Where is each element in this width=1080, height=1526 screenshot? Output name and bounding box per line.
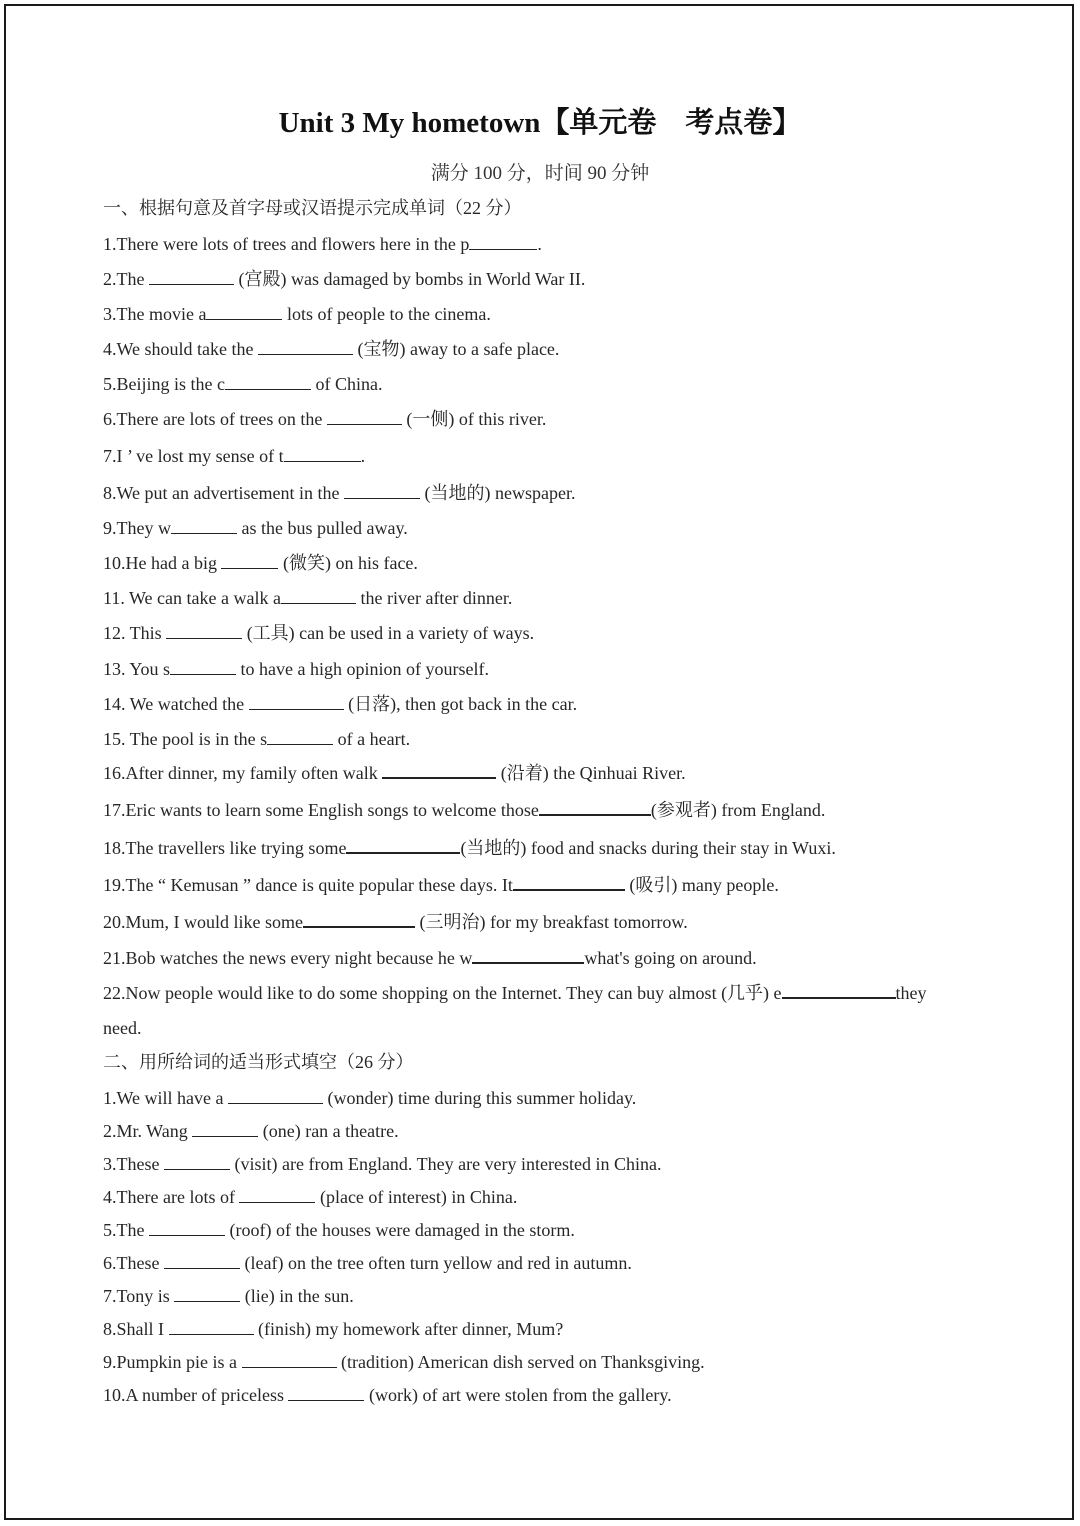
question-line <box>103 1119 399 1143</box>
question-text: 10.A number of priceless <box>103 1385 289 1405</box>
question-text: (visit) are from England. They are very interested in China. <box>229 1154 662 1174</box>
question-text: 7.I ’ ve lost my sense of t <box>103 446 284 466</box>
answer-blank[interactable] <box>281 587 356 604</box>
question-line <box>103 232 542 256</box>
answer-blank[interactable] <box>258 338 353 355</box>
question-text: 7.Tony is <box>103 1286 175 1306</box>
question-line <box>103 657 489 681</box>
question-line <box>103 1086 636 1110</box>
answer-blank[interactable] <box>221 552 278 569</box>
answer-blank[interactable] <box>782 981 896 999</box>
question-text: . <box>360 446 366 466</box>
question-text: (finish) my homework after dinner, Mum? <box>253 1319 564 1339</box>
question-line <box>103 586 512 610</box>
answer-blank[interactable] <box>166 622 242 639</box>
question-line-continued <box>103 1016 141 1040</box>
question-line <box>103 1152 662 1176</box>
answer-blank[interactable] <box>169 1318 254 1335</box>
question-text: (微笑) on his face. <box>278 553 418 573</box>
question-text: (吸引) many people. <box>624 875 779 895</box>
answer-blank[interactable] <box>346 836 460 854</box>
answer-blank[interactable] <box>249 693 344 710</box>
answer-blank[interactable] <box>149 1219 225 1236</box>
answer-blank[interactable] <box>469 233 537 250</box>
question-text: 2.Mr. Wang <box>103 1121 193 1141</box>
question-text: (work) of art were stolen from the gallery. <box>364 1385 672 1405</box>
question-line <box>103 1317 563 1341</box>
question-text: they <box>895 983 927 1003</box>
question-text: (wonder) time during this summer holiday. <box>323 1088 637 1108</box>
answer-blank[interactable] <box>303 910 415 928</box>
question-text: (日落), then got back in the car. <box>343 694 578 714</box>
question-text: 20.Mum, I would like some <box>103 912 303 932</box>
question-line <box>103 407 546 431</box>
question-text: 3.These <box>103 1154 164 1174</box>
question-text: 18.The travellers like trying some <box>103 838 347 858</box>
question-text: (当地的) newspaper. <box>419 483 576 503</box>
answer-blank[interactable] <box>288 1384 364 1401</box>
question-line <box>103 1383 672 1407</box>
question-text: (place of interest) in China. <box>315 1187 518 1207</box>
question-line <box>103 372 382 396</box>
question-text: (宫殿) was damaged by bombs in World War II. <box>233 269 586 289</box>
question-text: (当地的) food and snacks during their stay in Wuxi. <box>460 838 836 858</box>
question-text: 8.We put an advertisement in the <box>103 483 344 503</box>
answer-blank[interactable] <box>171 517 237 534</box>
answer-blank[interactable] <box>267 728 333 745</box>
answer-blank[interactable] <box>284 445 361 462</box>
answer-blank[interactable] <box>472 946 584 964</box>
answer-blank[interactable] <box>192 1120 258 1137</box>
question-text: (leaf) on the tree often turn yellow and red in autumn. <box>239 1253 632 1273</box>
question-text: to have a high opinion of yourself. <box>236 659 489 679</box>
answer-blank[interactable] <box>382 761 496 779</box>
section2-heading: 二、用所给词的适当形式填空（26 分） <box>103 1052 414 1072</box>
question-line <box>103 1350 705 1374</box>
question-line <box>103 946 757 970</box>
question-text: (一侧) of this river. <box>401 409 547 429</box>
question-text: lots of people to the cinema. <box>282 304 491 324</box>
question-line <box>103 798 825 822</box>
question-text: (参观者) from England. <box>650 800 826 820</box>
answer-blank[interactable] <box>174 1285 240 1302</box>
question-line <box>103 692 577 716</box>
question-line <box>103 836 836 860</box>
answer-blank[interactable] <box>170 658 236 675</box>
question-line <box>103 302 491 326</box>
answer-blank[interactable] <box>225 373 311 390</box>
question-text: 5.Beijing is the c <box>103 374 225 394</box>
question-text: 8.Shall I <box>103 1319 169 1339</box>
question-line <box>103 267 585 291</box>
question-line <box>103 1251 632 1275</box>
question-text: (lie) in the sun. <box>240 1286 354 1306</box>
question-text: 16.After dinner, my family often walk <box>103 763 383 783</box>
question-text: 9.Pumpkin pie is a <box>103 1352 242 1372</box>
answer-blank[interactable] <box>513 873 625 891</box>
question-text: 6.There are lots of trees on the <box>103 409 327 429</box>
question-text: . <box>537 234 542 254</box>
question-text: 17.Eric wants to learn some English songs to welcome those <box>103 800 539 820</box>
question-text: 1.There were lots of trees and flowers here in the p <box>103 234 470 254</box>
answer-blank[interactable] <box>206 303 282 320</box>
question-text: 5.The <box>103 1220 149 1240</box>
question-line <box>103 1185 517 1209</box>
question-text: 4.We should take the <box>103 339 259 359</box>
question-line <box>103 551 418 575</box>
question-text: 14. We watched the <box>103 694 249 714</box>
question-text: (宝物) away to a safe place. <box>353 339 560 359</box>
question-line <box>103 516 408 540</box>
question-text: the river after dinner. <box>355 588 513 608</box>
question-line <box>103 910 688 934</box>
question-text: (roof) of the houses were damaged in the storm. <box>224 1220 575 1240</box>
question-text: 21.Bob watches the news every night because he w <box>103 948 473 968</box>
answer-blank[interactable] <box>539 798 651 816</box>
question-text: 19.The “ Kemusan ” dance is quite popular these days. It <box>103 875 513 895</box>
question-text: what's going on around. <box>584 948 757 968</box>
section1-heading: 一、根据句意及首字母或汉语提示完成单词（22 分） <box>103 198 522 218</box>
question-line <box>103 444 365 468</box>
question-text: 6.These <box>103 1253 164 1273</box>
page-title: Unit 3 My hometown【单元卷 考点卷】 <box>278 107 802 139</box>
answer-blank[interactable] <box>242 1351 337 1368</box>
question-line <box>103 1218 575 1242</box>
question-text: as the bus pulled away. <box>236 518 408 538</box>
question-line <box>103 981 927 1005</box>
answer-blank[interactable] <box>239 1186 315 1203</box>
question-text: of a heart. <box>333 729 411 749</box>
question-text: 9.They w <box>103 518 171 538</box>
question-line <box>103 761 686 785</box>
answer-blank[interactable] <box>164 1252 240 1269</box>
question-text: (三明治) for my breakfast tomorrow. <box>415 912 688 932</box>
question-text: 3.The movie a <box>103 304 207 324</box>
question-text: (沿着) the Qinhuai River. <box>496 763 686 783</box>
question-text: 12. This <box>103 623 167 643</box>
question-text: 15. The pool is in the s <box>103 729 268 749</box>
question-text: 2.The <box>103 269 149 289</box>
question-text: 22.Now people would like to do some shopping on the Internet. They can buy almost (几乎) e <box>103 983 782 1003</box>
question-text: 11. We can take a walk a <box>103 588 281 608</box>
question-text: (工具) can be used in a variety of ways. <box>242 623 535 643</box>
question-line <box>103 727 410 751</box>
answer-blank[interactable] <box>327 408 402 425</box>
answer-blank[interactable] <box>149 268 234 285</box>
question-line <box>103 337 559 361</box>
answer-blank[interactable] <box>164 1153 230 1170</box>
question-text: (tradition) American dish served on Thanksgiving. <box>336 1352 705 1372</box>
question-text: 10.He had a big <box>103 553 222 573</box>
question-text: need. <box>103 1018 142 1038</box>
question-text: of China. <box>310 374 383 394</box>
question-text: (one) ran a theatre. <box>258 1121 399 1141</box>
answer-blank[interactable] <box>344 482 420 499</box>
question-line <box>103 621 534 645</box>
question-text: 1.We will have a <box>103 1088 229 1108</box>
score-time-note: 满分 100 分，时间 90 分钟 <box>430 163 650 184</box>
question-line <box>103 1284 354 1308</box>
question-line <box>103 873 779 897</box>
question-line <box>103 481 575 505</box>
answer-blank[interactable] <box>228 1087 323 1104</box>
question-text: 4.There are lots of <box>103 1187 240 1207</box>
question-text: 13. You s <box>103 659 171 679</box>
